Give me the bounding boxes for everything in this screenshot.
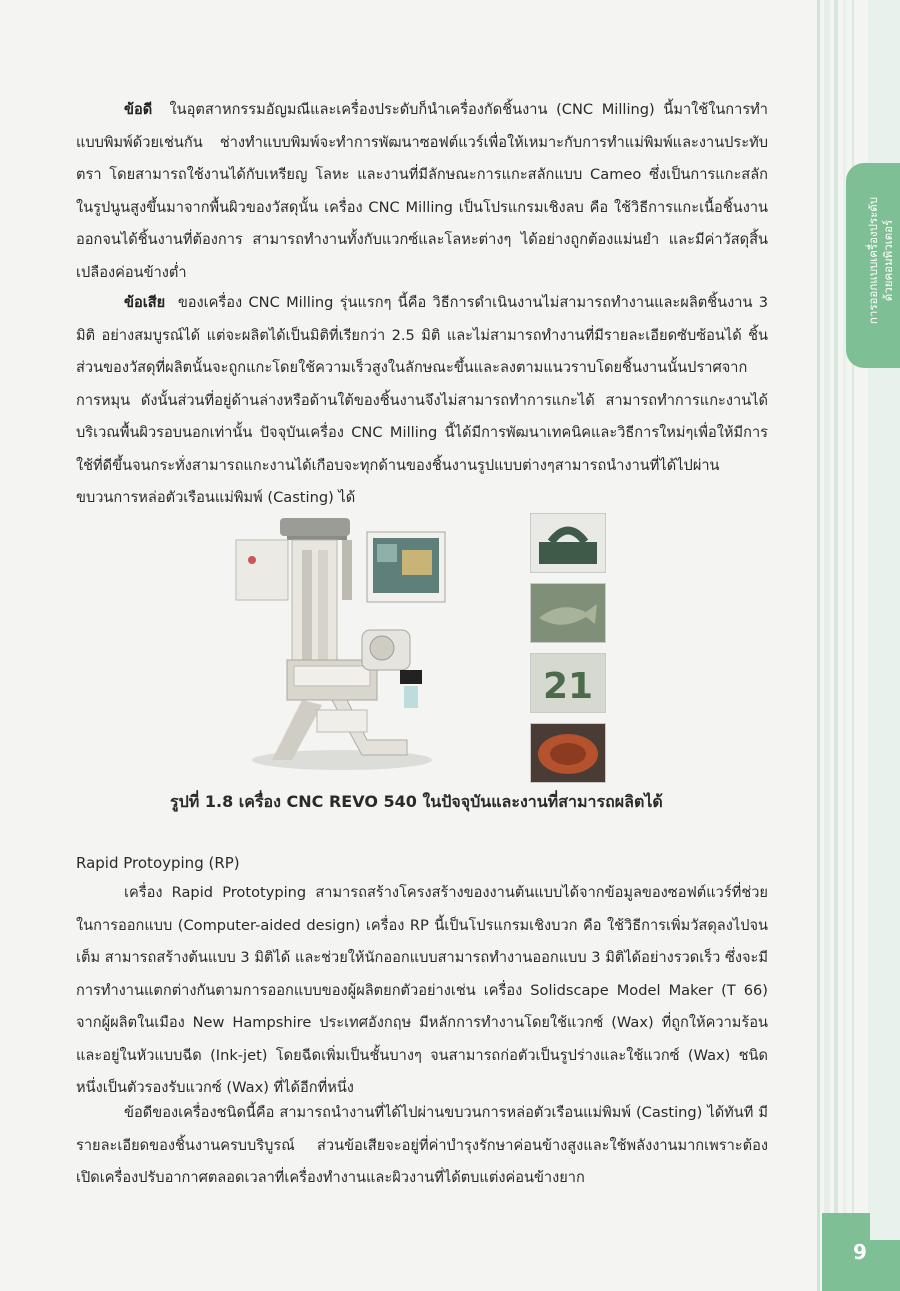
chapter-side-tab [846,163,900,368]
cnc-machine-image [232,510,447,775]
decorative-stripe [834,0,838,1291]
paragraph-rapid-prototyping [76,877,768,1105]
rapid-prototyping-text: เครื่อง Rapid Prototyping สามารถสร้างโครงสร้างของงานต้นแบบได้จากข้อมูลของซอฟต์แวร์ที่ช่วยในการออกแบบ (Computer-aided design) เครื่อง RP นี้เป็นโปรแกรมเชิงบวก คือ ใช้วิธีการเพิ่มวัสดุลงไปจนเต็ม สามารถสร้างต้นแบบ 3 มิติได้ และช่วยให้นักออกแบบสามารถทำงานออกแบบ 3 มิติได้อย่างรวดเร็ว ซึ่งจะมีการทำงานแตกต่างกันตามการออกแบบของผู้ผลิตยกตัวอย่างเช่น เครื่อง Solidscape Model Maker (T 66) จากผู้ผลิตในเมือง New Hampshire ประเทศอังกฤษ มีหลักการทำงานโดยใช้แวกซ์ (Wax) ที่ถูกให้ความร้อนและอยู่ในหัวแบบฉีด (Ink-jet) โดยฉีดเพิ่มเป็นชั้นบางๆ จนสามารถก่อตัวเป็นรูปร่างและใช้แวกซ์ (Wax) ชนิดหนึ่งเป็นตัวรองรับแวกซ์ (Wax) ที่ได้อีกที่หนึ่ง [76,884,768,1096]
chapter-title-line2: ด้วยคอมพิวเตอร์ [881,219,895,302]
sample-work-number-text: 21 [542,666,594,707]
sample-works-gallery [530,513,606,793]
decorative-stripe [824,0,830,1291]
advantages-label: ข้อดี [124,101,153,118]
disadvantages-label: ข้อเสีย [124,294,166,311]
paragraph-advantages [76,94,768,289]
rp-pros-cons-text: ข้อดีของเครื่องชนิดนี้คือ สามารถนำงานที่ได้ไปผ่านขบวนการหล่อตัวเรือนแม่พิมพ์ (Casting) ได้ทันที มีรายละเอียดของชิ้นงานครบบริบูรณ์ ส่วนข้อเสียจะอยู่ที่ค่าบำรุงรักษาค่อนข้างสูงและใช้พลังงานมากเพราะต้องเปิดเครื่องปรับอากาศตลอดเวลาที่เครื่องทำงานและผิวงานที่ได้ตบแต่งค่อนข้างยาก [76,1104,768,1186]
chapter-title-line1: การออกแบบเครื่องประดับ [866,196,880,325]
figure-caption: รูปที่ 1.8 เครื่อง CNC REVO 540 ในปัจจุบันและงานที่สามารถผลิตได้ [170,792,663,811]
section-heading: Rapid Protoyping (RP) [76,854,240,872]
decorative-stripe [817,0,820,1291]
sample-work-fish-image [530,583,606,643]
advantages-text: ในอุตสาหกรรมอัญมณีและเครื่องประดับก็นำเครื่องกัดชิ้นงาน (CNC Milling) นี้มาใช้ในการทำแบบพิมพ์ด้วยเช่นกัน ช่างทำแบบพิมพ์จะทำการพัฒนาซอฟต์แวร์เพื่อให้เหมาะกับการทำแม่พิมพ์และงานประทับตรา โดยสามารถใช้งานได้กับเหรียญ โลหะ และงานที่มีลักษณะการแกะสลักแบบ Cameo ซึ่งเป็นการแกะสลักในรูปนูนสูงขึ้นมาจากพื้นผิวของวัสดุนั้น เครื่อง CNC Milling เป็นโปรแกรมเชิงลบ คือ ใช้วิธีการแกะเนื้อชิ้นงานออกจนได้ชิ้นงานที่ต้องการ สามารถทำงานทั้งกับแวกซ์และโลหะต่างๆ ได้อย่างถูกต้องแม่นยำ และมีค่าวัสดุสิ้นเปลืองค่อนข้างต่ำ [76,101,768,281]
disadvantages-text: ของเครื่อง CNC Milling รุ่นแรกๆ นี้คือ วิธีการดำเนินงานไม่สามารถทำงานและผลิตชิ้นงาน 3 มิติ อย่างสมบูรณ์ได้ แต่จะผลิตได้เป็นมิติที่เรียกว่า 2.5 มิติ และไม่สามารถทำงานที่มีรายละเอียดซับซ้อนได้ ชิ้นส่วนของวัสดุที่ผลิตนั้นจะถูกแกะโดยใช้ความเร็วสูงในลักษณะขึ้นและลงตามแนวราบโดยชิ้นงานนั้นปราศจากการหมุน ดังนั้นส่วนที่อยู่ด้านล่างหรือด้านใต้ของชิ้นงานจึงไม่สามารถทำการแกะได้ สามารถทำการแกะงานได้บริเวณพื้นผิวรอบนอกเท่านั้น ปัจจุบันเครื่อง CNC Milling นี้ได้มีการพัฒนาเทคนิคและวิธีการใหม่ๆเพื่อให้มีการใช้ที่ดีขึ้นจนกระทั่งสามารถแกะงานได้เกือบจะทุกด้านของชิ้นงานรูปแบบต่างๆสามารถนำงานที่ได้ไปผ่านขบวนการหล่อตัวเรือนแม่พิมพ์ (Casting) ได้ [76,294,769,506]
sample-work-number-image [530,653,606,713]
sample-work-carving-image [530,723,606,783]
chapter-side-tab-text [854,158,900,363]
paragraph-disadvantages [76,287,768,515]
page-number: 9 [853,1240,867,1264]
sample-work-ring-image [530,513,606,573]
paragraph-rp-pros-cons [76,1097,768,1195]
